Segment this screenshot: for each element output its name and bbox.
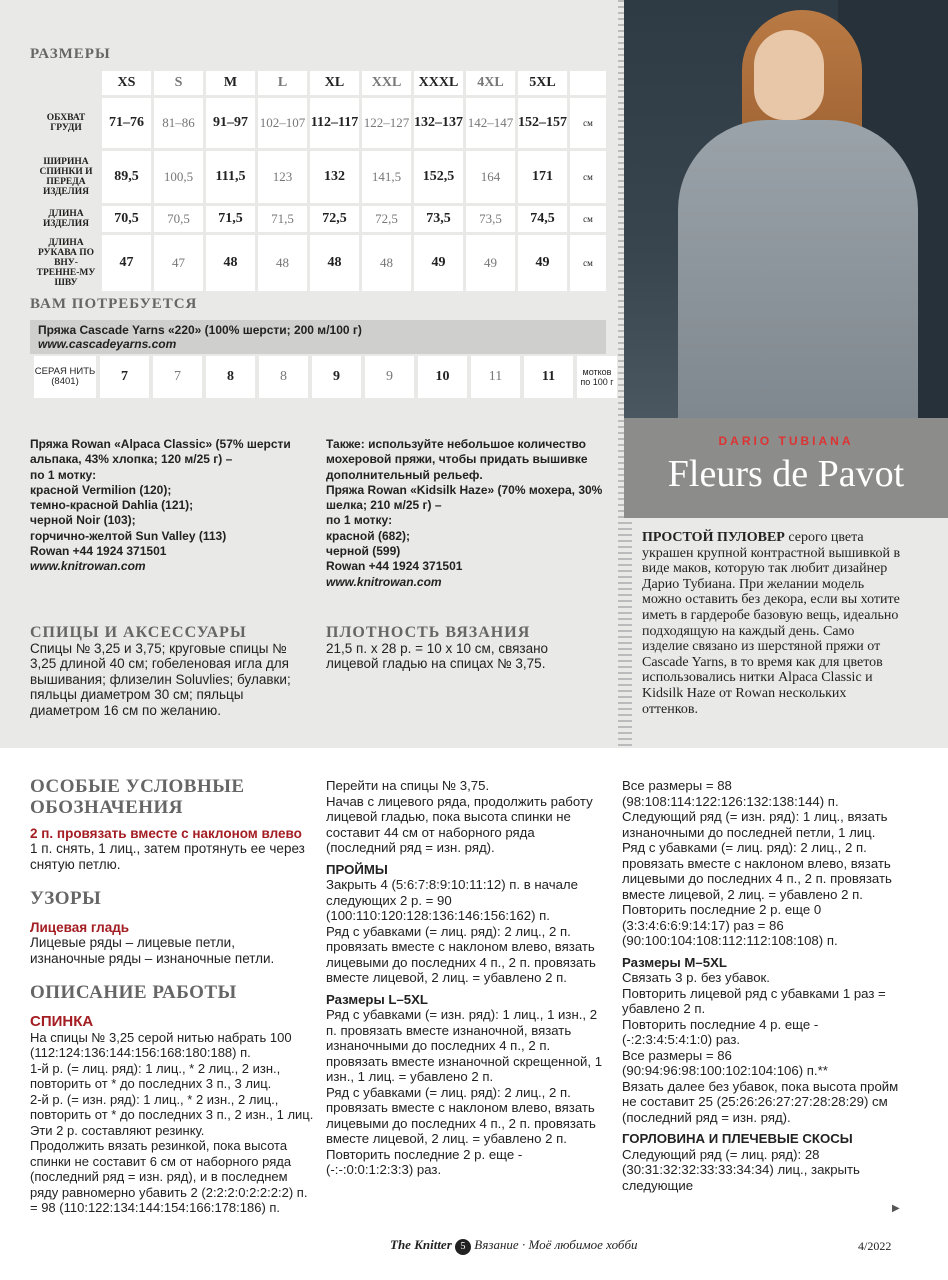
size-value: 70,5 <box>154 206 203 232</box>
unit-header <box>570 71 606 95</box>
yarn-amounts-table <box>30 356 621 398</box>
description-heading: ОПИСАНИЕ РАБОТЫ <box>30 982 237 1003</box>
size-value: 171 <box>518 151 567 203</box>
size-value: 71,5 <box>258 206 307 232</box>
size-value: 89,5 <box>102 151 151 203</box>
needles-heading: СПИЦЫ И АКСЕССУАРЫ <box>30 624 247 641</box>
yarn-line: красной (682); <box>326 528 410 543</box>
size-value: 71,5 <box>206 206 255 232</box>
size-value: 71–76 <box>102 98 151 148</box>
yarn-amount: 9 <box>312 356 361 398</box>
subheading: ПРОЙМЫ <box>326 861 388 877</box>
instructions-col3 <box>622 778 904 1193</box>
needles-text: Спицы № 3,25 и 3,75; круговые спицы № 3,25 длиной 40 см; гобеленовая игла для вышивания; флизелин Soluvlies; булавки; пяльцы диаметром 30 см; пяльцы диаметром 16 см по желанию. <box>30 641 291 718</box>
yarn-line: www.knitrowan.com <box>326 574 442 589</box>
yarn-line: Пряжа Rowan «Alpaca Classic» (57% шерсти <box>30 437 291 451</box>
row-label: ОБХВАТ ГРУДИ <box>46 113 86 133</box>
yarn-line: шелка; 210 м/25 г) – <box>326 498 442 513</box>
size-value: 73,5 <box>466 206 515 232</box>
yarn-amount: 10 <box>418 356 467 398</box>
instruction-para: Эти 2 р. составляют резинку. <box>30 1122 205 1138</box>
special-block: 2 п. провязать вместе с наклоном влево 1 п. снять, 1 лиц., затем протянуть ее через снятую петлю. <box>30 826 305 872</box>
yarn-line: Rowan +44 1924 371501 <box>30 544 167 559</box>
size-value: 48 <box>258 235 307 291</box>
size-header: XXXL <box>414 71 463 95</box>
yarn-line: Пряжа Rowan «Kidsilk Haze» (70% мохера, 30% <box>326 482 603 497</box>
yarn-amount: 8 <box>259 356 308 398</box>
issue-number: 4/2022 <box>858 1239 892 1253</box>
yarn-main-bar: Пряжа Cascade Yarns «220» (100% шерсти; 200 м/100 г) www.cascadeyarns.com <box>30 320 606 354</box>
instruction-para: Повторить лицевой ряд с убавками 1 раз = убавлено 2 п. <box>622 985 886 1016</box>
size-value: 112–117 <box>310 98 359 148</box>
size-value: 164 <box>466 151 515 203</box>
size-value: 47 <box>102 235 151 291</box>
size-value: 142–147 <box>466 98 515 148</box>
instruction-para: Ряд с убавками (= лиц. ряд): 2 лиц., 2 п. провязать вместе с наклоном влево, вязать лицевыми до последних 4 п., 2 п. провязать вместе лицевой, 2 лиц. = убавлено 2 п. <box>622 840 892 902</box>
instruction-para: Повторить последние 4 р. еще - (-:2:3:4:5:4:1:0) раз. <box>622 1016 819 1047</box>
yarn-line: Rowan +44 1924 371501 <box>326 559 463 574</box>
size-value: 49 <box>518 235 567 291</box>
yarn-amount: 11 <box>524 356 573 398</box>
yarn-amount: 9 <box>365 356 414 398</box>
corner <box>33 71 99 95</box>
patterns-heading: УЗОРЫ <box>30 888 102 909</box>
instruction-para: Следующий ряд (= лиц. ряд): 28 (30:31:32:32:33:33:34:34) лиц., закрыть следующие <box>622 1146 860 1193</box>
instruction-para: Следующий ряд (= изн. ряд): 1 лиц., вязать изнаночными до последней петли, 1 лиц. <box>622 809 888 840</box>
size-header: M <box>206 71 255 95</box>
instruction-para: Продолжить вязать резинкой, пока высота спинки не составит 6 см от наборного ряда (последний ряд = изн. ряд), и в последнем ряду равномерно убавить 2 (2:2:2:0:2:2:2:2) п. = 98 (110:122:134:144:154:166:178:186) п. <box>30 1138 308 1215</box>
subheading: Размеры L–5XL <box>326 991 428 1007</box>
size-value: 91–97 <box>206 98 255 148</box>
yarn-amount: 7 <box>100 356 149 398</box>
footer-magazine: The Knitter 5 Вязание · Моё любимое хобби <box>390 1237 637 1255</box>
size-value: 48 <box>310 235 359 291</box>
instruction-para: Перейти на спицы № 3,75. <box>326 778 490 793</box>
instruction-para: Повторить последние 2 р. еще - (-:-:0:0:1:2:3:3) раз. <box>326 1146 523 1177</box>
yarn-amount: 11 <box>471 356 520 398</box>
instruction-para: Вязать далее без убавок, пока высота пройм не составит 25 (25:26:26:27:27:28:28:29) см (последний ряд = изн. ряд). <box>622 1078 899 1125</box>
yarn-line: черной Noir (103); <box>30 513 136 528</box>
size-header: L <box>258 71 307 95</box>
row-label: ДЛИНА ИЗДЕЛИЯ <box>43 209 89 229</box>
row-label: ШИРИНА СПИНКИ И ПЕРЕДА ИЗДЕЛИЯ <box>39 157 93 197</box>
sizes-heading: РАЗМЕРЫ <box>30 46 111 62</box>
instruction-para: Ряд с убавками (= лиц. ряд): 2 лиц., 2 п. провязать вместе с наклоном влево, вязать лицевыми до последних 4 п., 2 п. провязать вместе лицевой, 2 лиц. = убавлено 2 п. <box>326 1084 596 1146</box>
instructions-col2 <box>326 778 604 1178</box>
size-value: 48 <box>206 235 255 291</box>
size-header: 5XL <box>518 71 567 95</box>
yarn-line: красной Vermilion (120); <box>30 482 172 497</box>
yarn-line: мохеровой пряжи, чтобы придать вышивке <box>326 452 588 467</box>
yarn-color-label: СЕРАЯ НИТЬ (8401) <box>34 356 96 398</box>
rowan-yarn-list <box>30 437 320 575</box>
sizes-table <box>30 68 609 294</box>
size-value: 123 <box>258 151 307 203</box>
size-value: 132 <box>310 151 359 203</box>
continue-arrow-icon: ▶ <box>892 1203 900 1214</box>
size-value: 141,5 <box>362 151 411 203</box>
instruction-para: Все размеры = 88 (98:108:114:122:126:132:138:144) п. <box>622 778 839 809</box>
designer-name: DARIO TUBIANA <box>718 434 854 448</box>
size-value: 48 <box>362 235 411 291</box>
pattern-block: Лицевая гладь Лицевые ряды – лицевые петли, изнаночные ряды – изнаночные петли. <box>30 920 275 966</box>
yarn-amount: 8 <box>206 356 255 398</box>
yarn-unit: мотков по 100 г <box>577 356 617 398</box>
size-header: XL <box>310 71 359 95</box>
instruction-para: Повторить последние 2 р. еще 0 (3:3:4:6:6:9:14:17) раз = 86 (90:100:104:108:112:112:108:108) п. <box>622 902 838 948</box>
instruction-para: Начав с лицевого ряда, продолжить работу лицевой гладью, пока высота спинки не составит 44 см от наборного ряда (последний ряд = изн. ряд). <box>326 793 593 855</box>
yarn-line: по 1 мотку: <box>326 513 393 528</box>
yarn-line: темно-красной Dahlia (121); <box>30 498 194 513</box>
size-value: 73,5 <box>414 206 463 232</box>
size-value: 132–137 <box>414 98 463 148</box>
yarn-line: Также: используйте небольшое количество <box>326 437 587 451</box>
size-value: 102–107 <box>258 98 307 148</box>
size-value: 152–157 <box>518 98 567 148</box>
gauge-text: 21,5 п. х 28 р. = 10 х 10 см, связано лицевой гладью на спицах № 3,75. <box>326 641 549 672</box>
special-heading: ОСОБЫЕ УСЛОВНЫЕ ОБОЗНАЧЕНИЯ <box>30 776 245 818</box>
size-value: 152,5 <box>414 151 463 203</box>
yarn-line: по 1 мотку: <box>30 467 97 482</box>
yarn-line: www.knitrowan.com <box>30 559 146 574</box>
yarn-line: дополнительный рельеф. <box>326 467 483 482</box>
size-header: S <box>154 71 203 95</box>
instruction-para: 2-й р. (= изн. ряд): 1 лиц., * 2 изн., 2 лиц., повторить от * до последних 3 п., 2 изн., 1 лиц. <box>30 1091 314 1122</box>
materials-heading: ВАМ ПОТРЕБУЕТСЯ <box>30 296 198 312</box>
instruction-para: Ряд с убавками (= лиц. ряд): 2 лиц., 2 п. провязать вместе с наклоном влево, вязать лицевыми до последних 4 п., 2 п. провязать вместе лицевой, 2 лиц. = убавлено 2 п. <box>326 923 596 985</box>
instruction-para: Ряд с убавками (= изн. ряд): 1 лиц., 1 изн., 2 п. провязать вместе изнаночной, вязать изнаночными до последних 4 п., 2 п. провязать вместе изнаночной скрещенной, 1 изн., 1 лиц. = убавлено 2 п. <box>326 1007 603 1084</box>
size-header: XS <box>102 71 151 95</box>
model-photo <box>624 0 948 418</box>
subheading: ГОРЛОВИНА И ПЛЕЧЕВЫЕ СКОСЫ <box>622 1131 853 1146</box>
intro-text: ПРОСТОЙ ПУЛОВЕР серого цвета украшен крупной контрастной вышивкой в виде маков, которую так любит дизайнер Дарио Тубиана. При желании модель можно оставить без декора, если вы хотите иметь в гардеробе базовую вещь, идеально подходящую на каждый день. Само изделие связано из шерстяной пряжи от Cascade Yarns, в то время как для цветов использовались нитки Alpaca Classic и Kidsilk Haze от Rowan нескольких оттенков. <box>642 530 901 717</box>
pattern-title: Fleurs de Pavot <box>667 453 905 495</box>
row-label: ДЛИНА РУКАВА ПО ВНУ-ТРЕННЕ-МУ ШВУ <box>36 238 96 288</box>
size-value: 111,5 <box>206 151 255 203</box>
unit-label: см <box>570 98 606 148</box>
size-value: 70,5 <box>102 206 151 232</box>
yarn-amount: 7 <box>153 356 202 398</box>
instruction-para: Связать 3 р. без убавок. <box>622 970 770 985</box>
yarn-line: горчично-желтой Sun Valley (113) <box>30 528 227 543</box>
unit-label: см <box>570 206 606 232</box>
size-value: 72,5 <box>310 206 359 232</box>
size-value: 122–127 <box>362 98 411 148</box>
size-header: 4XL <box>466 71 515 95</box>
unit-label: см <box>570 151 606 203</box>
size-value: 81–86 <box>154 98 203 148</box>
size-value: 49 <box>466 235 515 291</box>
size-value: 47 <box>154 235 203 291</box>
instruction-para: Все размеры = 86 (90:94:96:98:100:102:104:106) п.** <box>622 1047 828 1078</box>
mohair-yarn-list <box>326 437 616 590</box>
size-value: 100,5 <box>154 151 203 203</box>
size-header: XXL <box>362 71 411 95</box>
size-value: 49 <box>414 235 463 291</box>
subheading: Размеры M–5XL <box>622 954 727 970</box>
instruction-para: На спицы № 3,25 серой нитью набрать 100 (112:124:136:144:156:168:180:188) п. <box>30 1029 292 1060</box>
instruction-para: 1-й р. (= лиц. ряд): 1 лиц., * 2 лиц., 2 изн., повторить от * до последних 3 п., 3 лиц. <box>30 1060 281 1091</box>
yarn-line: черной (599) <box>326 544 401 559</box>
unit-label: см <box>570 235 606 291</box>
instruction-para: Закрыть 4 (5:6:7:8:9:10:11:12) п. в начале следующих 2 р. = 90 (100:110:120:128:136:146:156:162) п. <box>326 877 578 923</box>
back-instructions: СПИНКА На спицы № 3,25 серой нитью набрать 100 (112:124:136:144:156:168:180:188) п. 1-й р. (= лиц. ряд): 1 лиц., * 2 лиц., 2 изн., повторить от * до последних 3 п., 3 лиц. 2-й р. (= изн. ряд): 1 лиц., * 2 изн., 2 лиц., повторить от * до последних 3 п., 2 изн., 1 лиц. Эти 2 р. составляют резинку. Продолжить вязать резинкой, пока высота спинки не составит 6 см от наборного ряда (последний ряд = изн. ряд), и в последнем ряду равномерно убавить 2 (2:2:2:0:2:2:2:2) п. = 98 (110:122:134:144:154:166:178:186) п. <box>30 1013 314 1215</box>
yarn-line: альпака, 43% хлопка; 120 м/25 г) – <box>30 452 233 467</box>
size-value: 74,5 <box>518 206 567 232</box>
gauge-heading: ПЛОТНОСТЬ ВЯЗАНИЯ <box>326 624 531 641</box>
size-value: 72,5 <box>362 206 411 232</box>
